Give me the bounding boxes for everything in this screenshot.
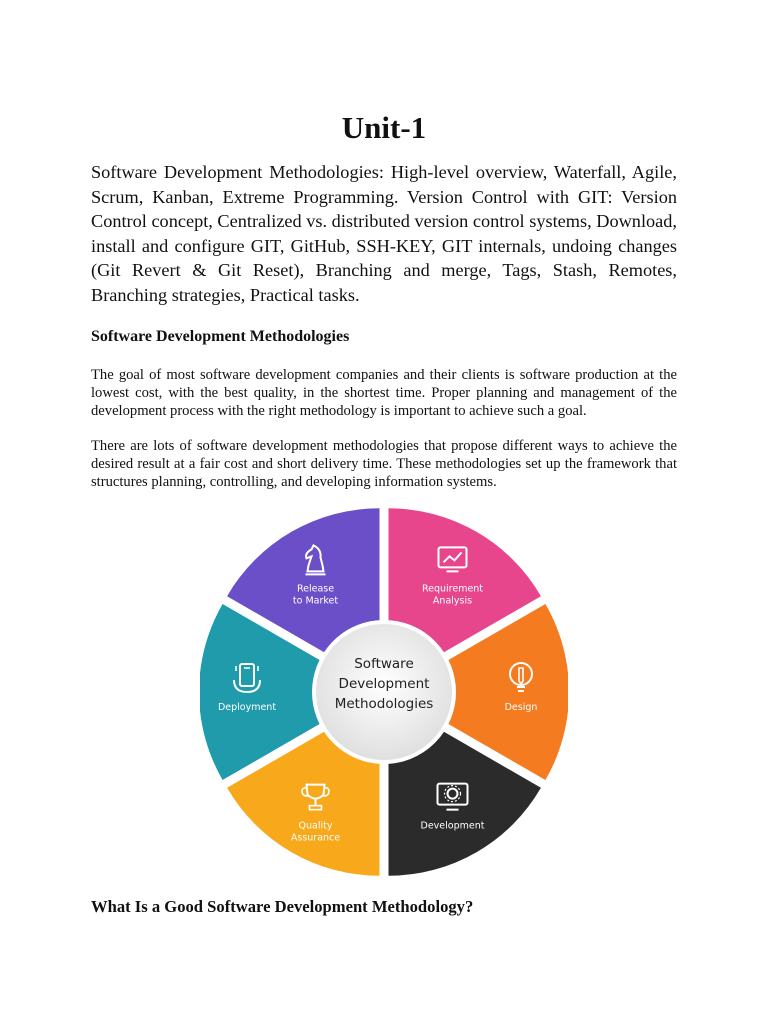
segment-label: to Market [292, 595, 339, 607]
segment-label: Assurance [290, 832, 341, 844]
segment-label: Requirement [421, 583, 484, 595]
intro-paragraph: Software Development Methodologies: High-level overview, Waterfall, Agile, Scrum, Kanban, Extreme Programming. Version Control with GIT: Version Control concept, Centralized vs. distributed version control systems, Download, install and configure GIT, GitHub, SSH-KEY, GIT internals, undoing changes (Git Revert & Git Reset), Branching and merge, Tags, Stash, Remotes, Branching strategies, Practical tasks. [91, 162, 677, 305]
center-line-2: Development [338, 676, 430, 692]
paragraph-goal: The goal of most software development companies and their clients is software production at the lowest cost, with the best quality, in the shortest time. Proper planning and management of the development process with the right methodology is important to achieve such a goal. [91, 367, 677, 420]
segment-label: Quality [298, 820, 333, 832]
segment-label: Design [504, 702, 538, 713]
center-circle [314, 622, 454, 762]
center-line-1: Software [354, 656, 414, 672]
segment-label: Release [296, 583, 335, 595]
segment-label: Deployment [217, 702, 277, 713]
page-title: Unit-1 [341, 110, 427, 145]
center-line-3: Methodologies [334, 696, 434, 712]
methodology-cycle-diagram [200, 508, 568, 876]
paragraph-methodologies: There are lots of software development methodologies that propose different ways to achieve the desired result at a fair cost and short delivery time. These methodologies set up the framework that structures planning, controlling, and developing information systems. [91, 438, 677, 491]
section-heading: Software Development Methodologies [91, 328, 350, 345]
segment-label: Analysis [432, 595, 473, 607]
segment-label: Development [420, 820, 485, 832]
subheading: What Is a Good Software Development Methodology? [91, 897, 474, 916]
